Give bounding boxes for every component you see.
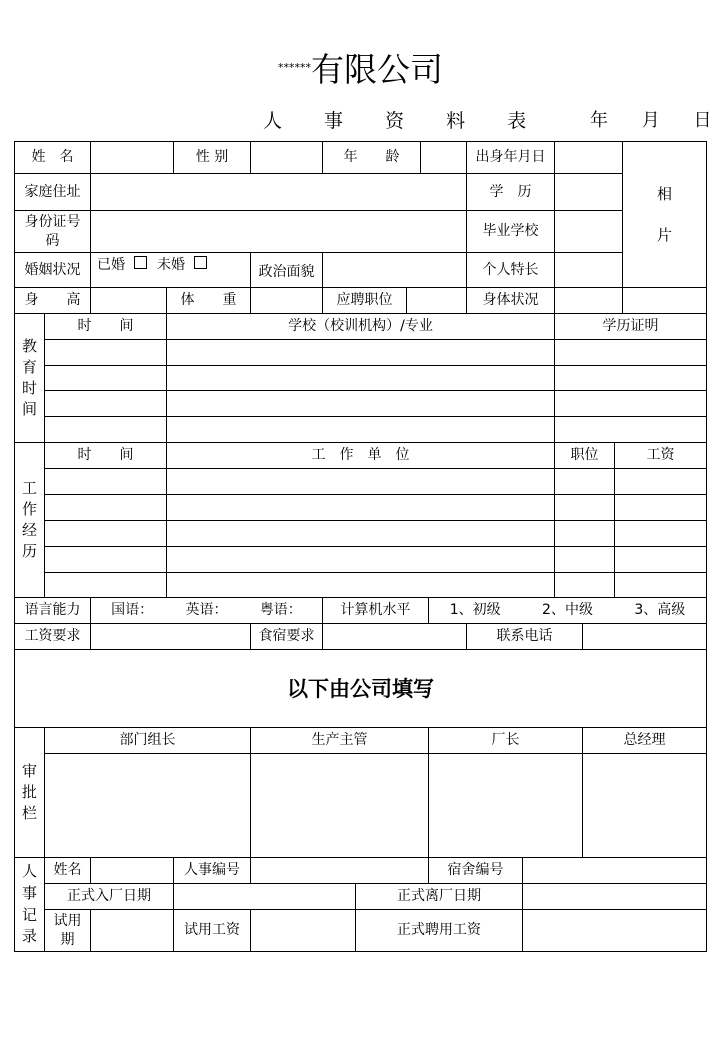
language-fields[interactable] bbox=[90, 597, 323, 624]
entry-date-field[interactable] bbox=[173, 883, 356, 910]
approval-col-dept-leader: 部门组长 bbox=[44, 727, 251, 754]
health-field[interactable] bbox=[554, 287, 623, 314]
level-advanced-option[interactable]: 3、高级 bbox=[634, 602, 686, 619]
approval-section-label bbox=[14, 727, 45, 858]
employee-no-label: 人事编号 bbox=[173, 857, 251, 884]
hr-label-char: 事 bbox=[21, 883, 37, 902]
work-col-time: 时 间 bbox=[44, 442, 167, 469]
height-field[interactable] bbox=[90, 287, 167, 314]
address-label: 家庭住址 bbox=[14, 173, 91, 211]
level-basic-option[interactable]: 1、初级 bbox=[449, 602, 501, 619]
work-row-5-position[interactable] bbox=[554, 572, 615, 598]
accommodation-field[interactable] bbox=[322, 623, 467, 650]
edu-row-1-time[interactable] bbox=[44, 339, 167, 366]
company-section-heading: 以下由公司填写 bbox=[14, 649, 707, 728]
computer-level-label: 计算机水平 bbox=[322, 597, 429, 624]
edu-col-school: 学校（校训机构）/专业 bbox=[166, 313, 555, 340]
edu-row-2-school[interactable] bbox=[166, 365, 555, 391]
work-row-4-employer[interactable] bbox=[166, 546, 555, 573]
work-row-2-position[interactable] bbox=[554, 494, 615, 521]
edu-row-1-school[interactable] bbox=[166, 339, 555, 366]
day-label: 日 bbox=[693, 110, 712, 131]
hr-record-section-label bbox=[14, 857, 45, 952]
unmarried-option-label: 未婚 bbox=[157, 257, 185, 273]
photo-box[interactable] bbox=[622, 141, 707, 288]
approval-label-char: 审 bbox=[21, 762, 37, 780]
married-option-label: 已婚 bbox=[97, 257, 125, 273]
work-label-char: 工 bbox=[21, 479, 37, 497]
hr-label-char: 录 bbox=[21, 927, 37, 946]
work-row-1-salary[interactable] bbox=[614, 468, 707, 495]
probation-label: 试用期 bbox=[44, 909, 91, 952]
edu-row-2-time[interactable] bbox=[44, 365, 167, 391]
month-label: 月 bbox=[641, 110, 660, 131]
form-title: 人 事 资 料 表 bbox=[263, 110, 545, 132]
photo-label-2: 片 bbox=[656, 225, 672, 244]
work-row-3-employer[interactable] bbox=[166, 520, 555, 547]
hr-name-label: 姓名 bbox=[44, 857, 91, 884]
weight-field[interactable] bbox=[250, 287, 323, 314]
work-row-2-time[interactable] bbox=[44, 494, 167, 521]
leave-date-label: 正式离厂日期 bbox=[355, 883, 523, 910]
marital-options bbox=[90, 252, 251, 288]
hr-label-char: 人 bbox=[21, 862, 37, 880]
edu-row-4-time[interactable] bbox=[44, 416, 167, 443]
specialty-label: 个人特长 bbox=[466, 252, 555, 288]
dorm-no-field[interactable] bbox=[522, 857, 707, 884]
work-col-employer: 工 作 单 位 bbox=[166, 442, 555, 469]
birthdate-field[interactable] bbox=[554, 141, 623, 174]
year-label: 年 bbox=[590, 110, 608, 131]
formal-salary-label: 正式聘用工资 bbox=[355, 909, 523, 952]
political-status-label: 政治面貌 bbox=[250, 252, 323, 288]
education-label-char: 间 bbox=[21, 400, 37, 418]
height-label: 身 高 bbox=[14, 287, 91, 314]
position-applied-field[interactable] bbox=[406, 287, 467, 314]
approval-general-manager-field[interactable] bbox=[582, 753, 707, 858]
phone-label: 联系电话 bbox=[466, 623, 583, 650]
education-label-char: 教 bbox=[21, 337, 37, 355]
marital-label: 婚姻状况 bbox=[14, 252, 91, 288]
specialty-field[interactable] bbox=[554, 252, 623, 288]
work-row-1-time[interactable] bbox=[44, 468, 167, 495]
name-field[interactable] bbox=[90, 141, 174, 174]
phone-field[interactable] bbox=[582, 623, 707, 650]
work-row-4-time[interactable] bbox=[44, 546, 167, 573]
graduated-school-label: 毕业学校 bbox=[466, 210, 555, 253]
unmarried-checkbox[interactable] bbox=[194, 256, 207, 269]
formal-salary-field[interactable] bbox=[522, 909, 707, 952]
education-label: 学 历 bbox=[466, 173, 555, 211]
work-label-char: 历 bbox=[21, 542, 37, 560]
age-field[interactable] bbox=[420, 141, 467, 174]
work-col-salary: 工资 bbox=[614, 442, 707, 469]
entry-date-label: 正式入厂日期 bbox=[44, 883, 174, 910]
position-applied-label: 应聘职位 bbox=[322, 287, 407, 314]
work-row-4-position[interactable] bbox=[554, 546, 615, 573]
political-status-field[interactable] bbox=[322, 252, 467, 288]
computer-level-options[interactable] bbox=[428, 597, 707, 624]
approval-production-supervisor-field[interactable] bbox=[250, 753, 429, 858]
work-row-3-time[interactable] bbox=[44, 520, 167, 547]
work-row-3-position[interactable] bbox=[554, 520, 615, 547]
leave-date-field[interactable] bbox=[522, 883, 707, 910]
approval-col-general-manager: 总经理 bbox=[582, 727, 707, 754]
work-label-char: 作 bbox=[21, 500, 37, 518]
probation-field[interactable] bbox=[90, 909, 174, 952]
mandarin-label: 国语： bbox=[111, 602, 154, 619]
work-row-2-salary[interactable] bbox=[614, 494, 707, 521]
name-label: 姓 名 bbox=[14, 141, 91, 174]
salary-requirement-field[interactable] bbox=[90, 623, 251, 650]
dorm-no-label: 宿舍编号 bbox=[428, 857, 523, 884]
english-label: 英语： bbox=[185, 602, 228, 619]
edu-col-time: 时 间 bbox=[44, 313, 167, 340]
work-row-2-employer[interactable] bbox=[166, 494, 555, 521]
work-row-5-employer[interactable] bbox=[166, 572, 555, 598]
work-section-label bbox=[14, 442, 45, 598]
graduated-school-field[interactable] bbox=[554, 210, 623, 253]
weight-label: 体 重 bbox=[166, 287, 251, 314]
level-intermediate-option[interactable]: 2、中级 bbox=[542, 602, 593, 619]
work-row-1-employer[interactable] bbox=[166, 468, 555, 495]
photo-label-1: 相 bbox=[656, 185, 672, 203]
hr-name-field[interactable] bbox=[90, 857, 174, 884]
company-prefix: ****** bbox=[278, 61, 311, 74]
edu-row-2-certificate[interactable] bbox=[554, 365, 707, 391]
education-label-char: 时 bbox=[21, 379, 37, 397]
salary-requirement-label: 工资要求 bbox=[14, 623, 91, 650]
work-row-5-salary[interactable] bbox=[614, 572, 707, 598]
approval-factory-director-field[interactable] bbox=[428, 753, 583, 858]
edu-row-3-certificate[interactable] bbox=[554, 390, 707, 417]
id-number-field[interactable] bbox=[90, 210, 467, 253]
age-label: 年 龄 bbox=[322, 141, 421, 174]
health-label: 身体状况 bbox=[466, 287, 555, 314]
probation-salary-field[interactable] bbox=[250, 909, 356, 952]
edu-row-3-school[interactable] bbox=[166, 390, 555, 417]
work-row-5-time[interactable] bbox=[44, 572, 167, 598]
edu-col-certificate: 学历证明 bbox=[554, 313, 707, 340]
approval-label-char: 批 bbox=[21, 783, 37, 801]
edu-row-3-time[interactable] bbox=[44, 390, 167, 417]
work-row-3-salary[interactable] bbox=[614, 520, 707, 547]
work-row-1-position[interactable] bbox=[554, 468, 615, 495]
address-field[interactable] bbox=[90, 173, 467, 211]
edu-row-1-certificate[interactable] bbox=[554, 339, 707, 366]
probation-salary-label: 试用工资 bbox=[173, 909, 251, 952]
employee-no-field[interactable] bbox=[250, 857, 429, 884]
gender-field[interactable] bbox=[250, 141, 323, 174]
married-checkbox[interactable] bbox=[134, 256, 147, 269]
approval-col-production-supervisor: 生产主管 bbox=[250, 727, 429, 754]
approval-label-char: 栏 bbox=[21, 804, 37, 822]
work-col-position: 职位 bbox=[554, 442, 615, 469]
edu-row-4-certificate[interactable] bbox=[554, 416, 707, 443]
language-label: 语言能力 bbox=[14, 597, 91, 624]
approval-dept-leader-field[interactable] bbox=[44, 753, 251, 858]
education-field[interactable] bbox=[554, 173, 623, 211]
work-label-char: 经 bbox=[21, 521, 37, 539]
work-row-4-salary[interactable] bbox=[614, 546, 707, 573]
company-name: 有限公司 bbox=[311, 50, 443, 89]
id-number-label: 身份证号码 bbox=[14, 210, 91, 253]
education-section-label bbox=[14, 313, 45, 443]
health-extra-field[interactable] bbox=[622, 287, 707, 314]
education-label-char: 育 bbox=[21, 358, 37, 376]
birthdate-label: 出身年月日 bbox=[466, 141, 555, 174]
gender-label: 性 别 bbox=[173, 141, 251, 174]
approval-col-factory-director: 厂长 bbox=[428, 727, 583, 754]
hr-label-char: 记 bbox=[21, 905, 37, 924]
accommodation-label: 食宿要求 bbox=[250, 623, 323, 650]
edu-row-4-school[interactable] bbox=[166, 416, 555, 443]
cantonese-label: 粤语： bbox=[259, 602, 302, 619]
